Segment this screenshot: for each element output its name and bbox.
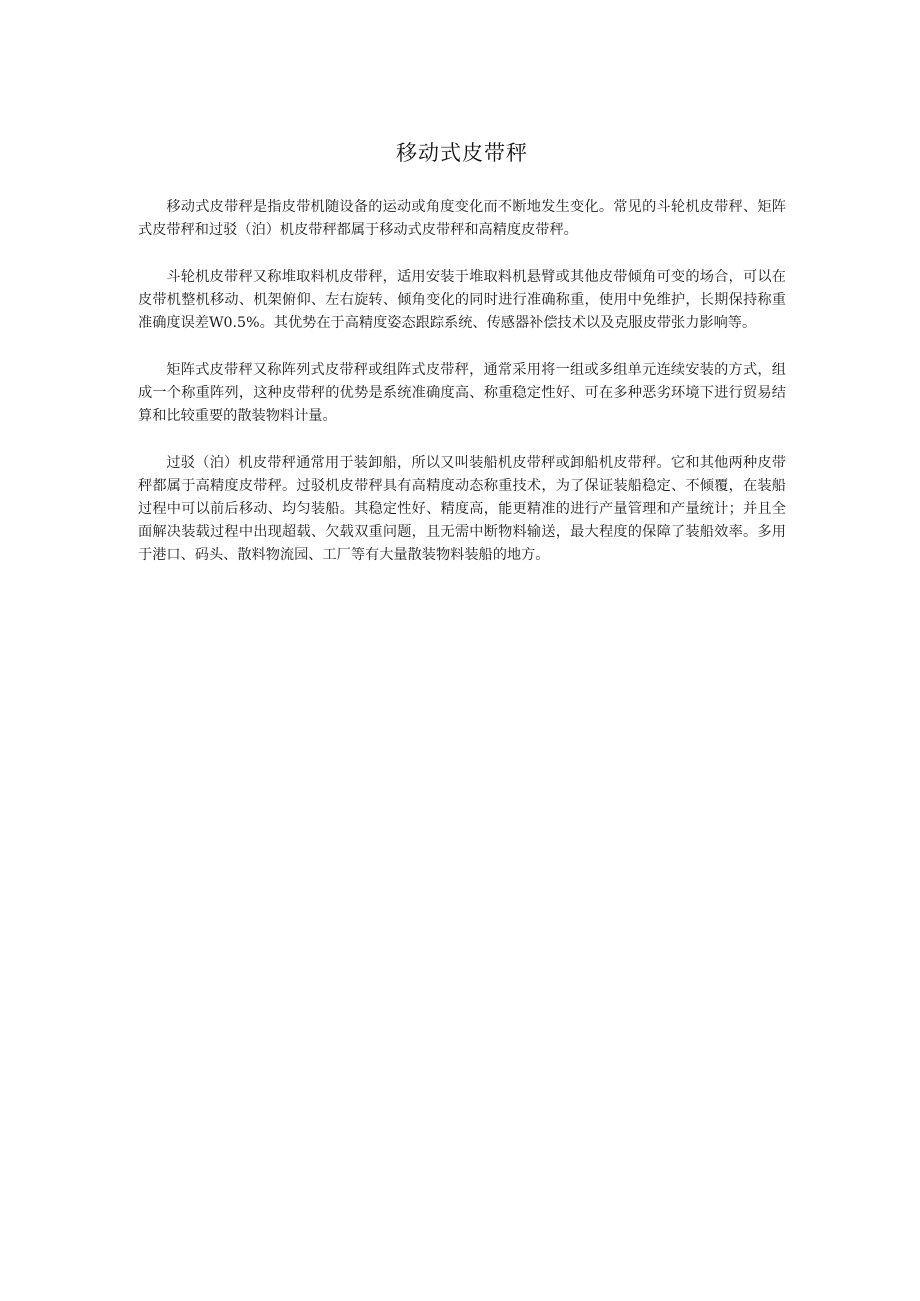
document-title: 移动式皮带秤 xyxy=(396,141,528,165)
paragraph-bucket-wheel-scale: 斗轮机皮带秤又称堆取料机皮带秤，适用安装于堆取料机悬臂或其他皮带倾角可变的场合，可以在皮带机整机移动、机架俯仰、左右旋转、倾角变化的同时进行准确称重，使用中免维护，长期保持称重准确度误差W0.5%。其优势在于高精度姿态跟踪系统、传感器补偿技术以及克服皮带张力影响等。 xyxy=(138,269,786,331)
document-page xyxy=(138,138,786,591)
paragraph-ship-loader-scale: 过驳（泊）机皮带秤通常用于装卸船，所以又叫装船机皮带秤或卸船机皮带秤。它和其他两种皮带秤都属于高精度皮带秤。过驳机皮带秤具有高精度动态称重技术，为了保证装船稳定、不倾覆，在装船过程中可以前后移动、均匀装船。其稳定性好、精度高，能更精准的进行产量管理和产量统计；并且全面解决装载过程中出现超载、欠载双重问题，且无需中断物料输送，最大程度的保障了装船效率。多用于港口、码头、散料物流园、工厂等有大量散装物料装船的地方。 xyxy=(138,455,786,563)
paragraph-intro: 移动式皮带秤是指皮带机随设备的运动或角度变化而不断地发生变化。常见的斗轮机皮带秤、矩阵式皮带秤和过驳（泊）机皮带秤都属于移动式皮带秤和高精度皮带秤。 xyxy=(138,199,786,238)
document-body xyxy=(138,196,786,567)
paragraph-matrix-scale: 矩阵式皮带秤又称阵列式皮带秤或组阵式皮带秤，通常采用将一组或多组单元连续安装的方式，组成一个称重阵列，这种皮带秤的优势是系统准确度高、称重稳定性好、可在多种恶劣环境下进行贸易结算和比较重要的散装物料计量。 xyxy=(138,362,786,424)
